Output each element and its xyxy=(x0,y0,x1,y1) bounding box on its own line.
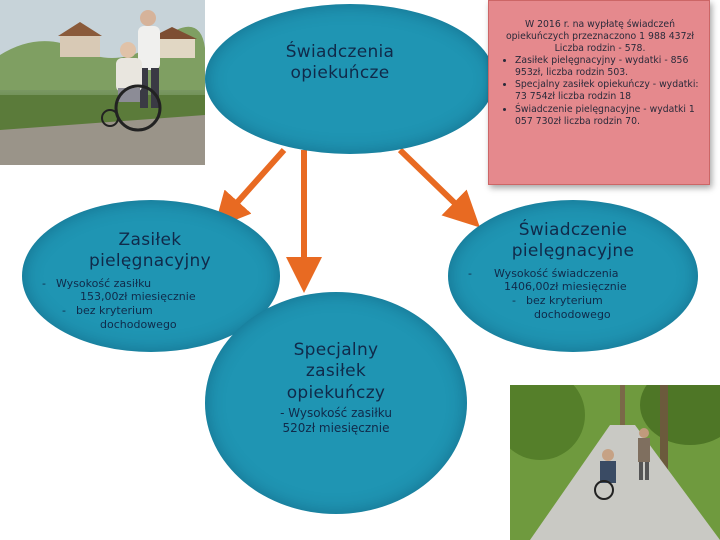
arrow-to-left-node xyxy=(226,150,284,215)
left-node-detail-1: Wysokość zasiłku xyxy=(56,276,152,290)
left-node-title-line1: Zasiłek xyxy=(118,230,182,250)
left-node-title-line2: pielęgnacyjny xyxy=(88,251,211,272)
summary-item: • Świadczenie pielęgnacyjne - wydatki 1 057 730zł liczba rodzin 70. xyxy=(515,104,703,128)
summary-item: • Specjalny zasiłek opiekuńczy - wydatki: 73 754zł liczba rodzin 18 xyxy=(515,79,703,103)
right-node-title-line2: pielęgnacyjne xyxy=(511,241,635,262)
right-node-title-line1: Świadczenie xyxy=(518,220,628,240)
bottom-node-detail-1: - Wysokość zasiłku xyxy=(280,405,392,420)
right-node-content xyxy=(468,220,678,322)
bottom-node-title-line3: opiekuńczy xyxy=(286,382,386,403)
right-node-detail: - Wysokość świadczenia 1406,00zł miesięcznie - bez kryterium dochodowego xyxy=(468,267,678,322)
summary-info-box xyxy=(488,0,710,185)
summary-list xyxy=(497,55,703,127)
left-node-detail-2: 153,00zł miesięcznie xyxy=(80,290,196,304)
left-node-detail-3: bez kryterium xyxy=(76,304,153,317)
left-node-content xyxy=(40,230,260,332)
left-node-detail-4: dochodowego xyxy=(100,317,177,331)
bottom-node-content xyxy=(236,340,436,436)
bottom-node-detail-2: 520zł miesięcznie xyxy=(282,420,390,435)
right-node-detail-3: bez kryterium xyxy=(526,294,603,307)
bottom-node-title-line1: Specjalny xyxy=(293,340,379,360)
right-node-detail-2: 1406,00zł miesięcznie xyxy=(504,280,627,294)
left-node-detail: - Wysokość zasiłku 153,00zł miesięcznie - bez kryterium dochodowego xyxy=(40,277,260,332)
summary-item: • Zasiłek pielęgnacyjny - wydatki - 856 953zł, liczba rodzin 503. xyxy=(515,55,703,79)
right-node-detail-1: Wysokość świadczenia xyxy=(494,266,619,280)
arrow-to-right-node xyxy=(400,150,467,215)
top-node-title-line2: opiekuńcze xyxy=(290,63,390,84)
summary-lead: W 2016 r. na wypłatę świadczeń opiekuńczych przeznaczono 1 988 437zł Liczba rodzin - 578. xyxy=(505,19,695,55)
bottom-node-title-line2: zasiłek xyxy=(305,361,367,382)
top-node-title xyxy=(240,42,440,85)
right-node-detail-4: dochodowego xyxy=(534,307,611,321)
top-node-title-line1: Świadczenia xyxy=(285,42,395,62)
